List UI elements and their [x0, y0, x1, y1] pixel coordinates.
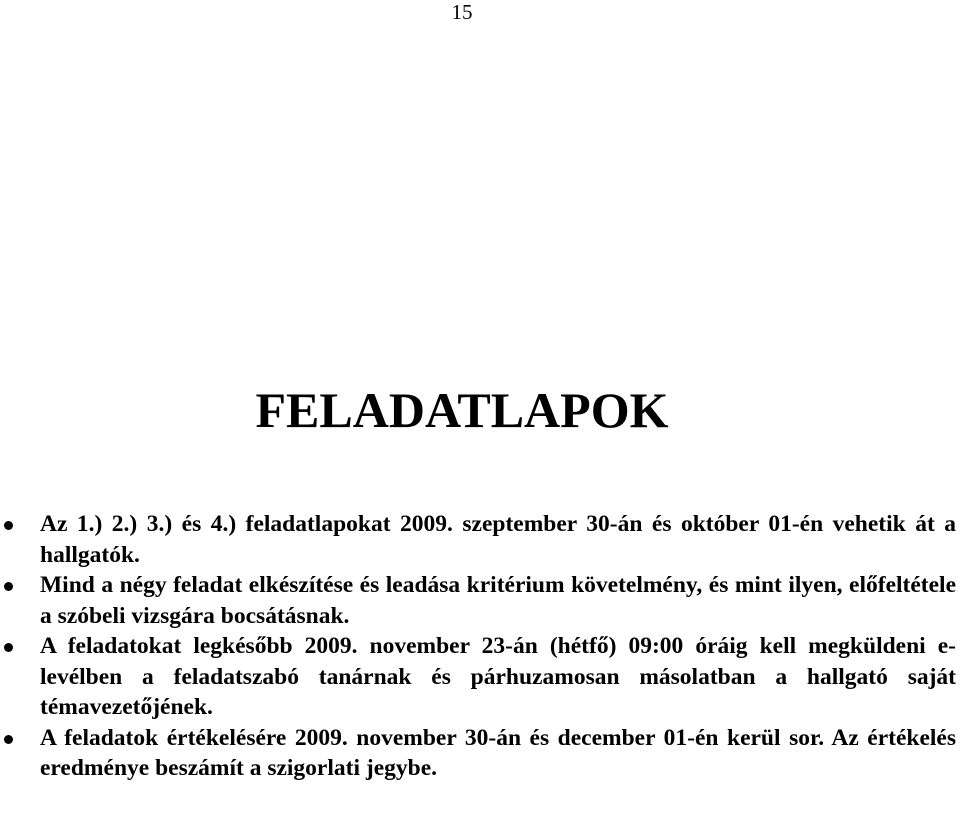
bullet-icon: [4, 643, 13, 652]
bullet-list: [0, 509, 960, 784]
page-number: 15: [451, 0, 473, 24]
list-item: [0, 570, 960, 631]
bullet-icon: [4, 735, 13, 744]
list-item: [0, 509, 960, 570]
list-item-text: Mind a négy feladat elkészítése és leadása kritérium követelmény, és mint ilyen, előfeltétele a szóbeli vizsgára bocsátásnak.: [40, 572, 956, 629]
list-item-text: A feladatok értékelésére 2009. november 30-án és december 01-én kerül sor. Az értékelés eredménye beszámít a szigorlati jegybe.: [40, 724, 956, 781]
list-item-text: A feladatokat legkésőbb 2009. november 23-án (hétfő) 09:00 óráig kell megküldeni e-levélben a feladatszabó tanárnak és párhuzamosan másolatban a hallgató saját témavezetőjének.: [40, 633, 956, 720]
list-item: [0, 631, 960, 723]
page-title: FELADATLAPOK: [255, 382, 669, 438]
list-item: [0, 723, 960, 784]
bullet-icon: [4, 521, 13, 530]
bullet-icon: [4, 582, 13, 591]
list-item-text: Az 1.) 2.) 3.) és 4.) feladatlapokat 2009. szeptember 30-án és október 01-én vehetik át a hallgatók.: [40, 511, 956, 568]
